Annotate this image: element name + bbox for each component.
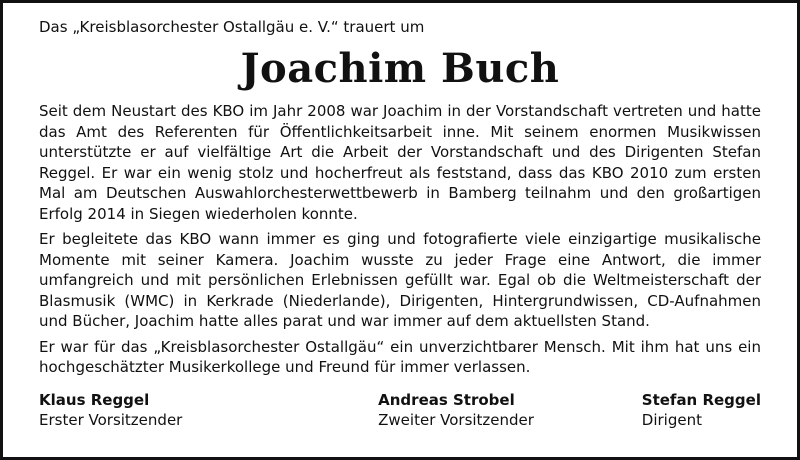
- paragraph-3: Er war für das „Kreisblasorchester Ostallgäu“ ein unverzichtbarer Mensch. Mit ihm hat uns ein hochgeschätzter Musikerkollege und Freund für immer verlassen.: [39, 337, 761, 376]
- intro-line: Das „Kreisblasorchester Ostallgäu e. V.“ trauert um: [39, 18, 425, 36]
- paragraph-2: Er begleitete das KBO wann immer es ging und fotografierte viele einzigartige musikalische Momente mit seiner Kamera. Joachim wusste zu jeder Frage eine Antwort, die immer umfangreich und mit persönlichen Erlebnissen gefüllt war. Egal ob die Weltmeisterschaft der Blasmusik (WMC) in Kerkrade (Niederlande), Dirigenten, Hintergrundwissen, CD-Aufnahmen und Bücher, Joachim hatte alles parat und war immer auf dem aktuellsten Stand.: [39, 230, 761, 330]
- signatures: [39, 390, 761, 430]
- obituary-text: [39, 101, 761, 378]
- signer-name: Klaus Reggel: [39, 390, 150, 409]
- signer-second-chair: [378, 390, 534, 430]
- signer-role: Zweiter Vorsitzender: [378, 410, 534, 429]
- signer-conductor: [642, 390, 761, 430]
- deceased-name: Joachim Buch: [240, 45, 560, 92]
- signer-name: Andreas Strobel: [378, 390, 515, 409]
- signer-name: Stefan Reggel: [641, 390, 761, 409]
- signer-first-chair: [39, 390, 182, 430]
- signer-role: Dirigent: [641, 410, 702, 429]
- paragraph-1: Seit dem Neustart des KBO im Jahr 2008 war Joachim in der Vorstandschaft vertreten und hatte das Amt des Referenten für Öffentlichkeitsarbeit inne. Mit seinem enormen Musikwissen unterstützte er auf vielfältige Art die Arbeit der Vorstandschaft und des Dirigenten Stefan Reggel. Er war ein wenig stolz und hocherfreut als feststand, dass das KBO 2010 zum ersten Mal am Deutschen Auswahlorchesterwettbewerb in Bamberg teilnahm und den großartigen Erfolg 2014 in Siegen wiederholen konnte.: [39, 102, 761, 223]
- signer-role: Erster Vorsitzender: [39, 410, 183, 429]
